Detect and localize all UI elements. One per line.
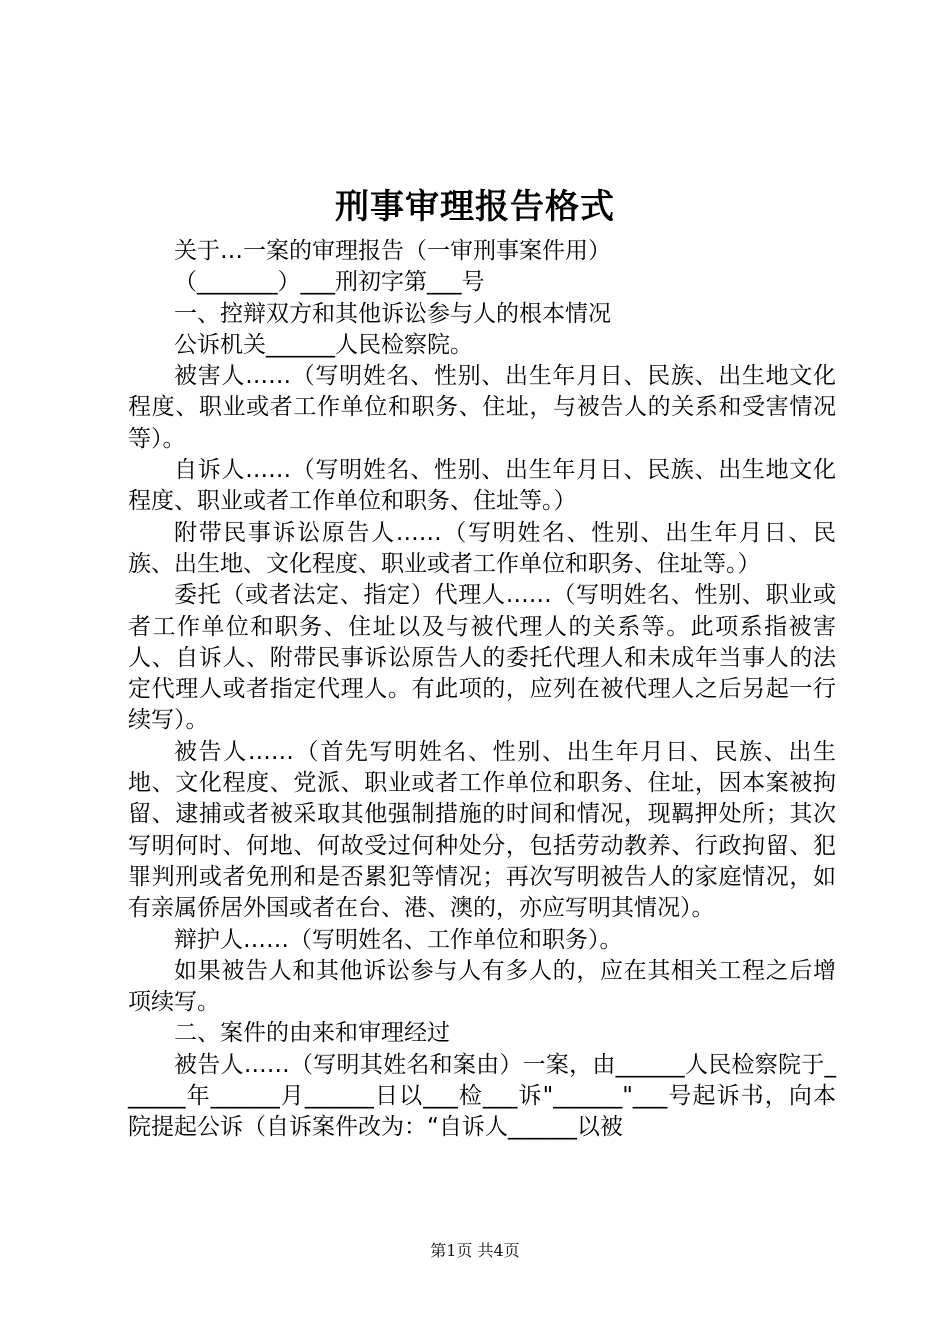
case-number-line: （_______）___刑初字第___号 bbox=[174, 269, 485, 296]
document-title: 刑事审理报告格式 bbox=[335, 187, 615, 227]
prosecutor-paragraph: 公诉机关______人民检察院。 bbox=[174, 331, 473, 358]
document-body bbox=[128, 236, 836, 1144]
multiple-parties-paragraph: 如果被告人和其他诉讼参与人有多人的，应在其相关工程之后增项续写。 bbox=[128, 957, 836, 1016]
case-origin-paragraph: 被告人……（写明其姓名和案由）一案，由______人民检察院于______年______月______日以___检___诉"______"___号起诉书，向本院提起公诉（自诉案件改为：“自诉人______以被 bbox=[128, 1051, 836, 1141]
victim-paragraph: 被害人……（写明姓名、性别、出生年月日、民族、出生地文化程度、职业或者工作单位和职务、住址，与被告人的关系和受害情况等）。 bbox=[128, 363, 836, 452]
private-prosecutor-paragraph: 自诉人……（写明姓名、性别、出生年月日、民族、出生地文化程度、职业或者工作单位和职务、住址等。） bbox=[128, 457, 836, 515]
report-subtitle: 关于…一案的审理报告（一审刑事案件用） bbox=[174, 238, 611, 264]
page-number-footer: 第1页 共4页 bbox=[430, 1241, 520, 1260]
defender-paragraph: 辩护人……（写明姓名、工作单位和职务）。 bbox=[174, 926, 623, 953]
civil-plaintiff-paragraph: 附带民事诉讼原告人……（写明姓名、性别、出生年月日、民族、出生地、文化程度、职业或者工作单位和职务、住址等。） bbox=[128, 519, 836, 577]
defendant-paragraph: 被告人……（首先写明姓名、性别、出生年月日、民族、出生地、文化程度、党派、职业或者工作单位和职务、住址，因本案被拘留、逮捕或者被采取其他强制措施的时间和情况，现羁押处所；其次写明何时、何地、何故受过何种处分，包括劳动教养、行政拘留、犯罪判刑或者免刑和是否累犯等情况；再次写明被告人的家庭情况，如有亲属侨居外国或者在台、港、澳的，亦应写明其情况）。 bbox=[128, 738, 836, 922]
section-heading-1: 一、控辩双方和其他诉讼参与人的根本情况 bbox=[174, 300, 611, 327]
section-heading-2: 二、案件的由来和审理经过 bbox=[174, 1020, 450, 1047]
agent-paragraph: 委托（或者法定、指定）代理人……（写明姓名、性别、职业或者工作单位和职务、住址以及与被代理人的关系等。此项系指被害人、自诉人、附带民事诉讼原告人的委托代理人和未成年当事人的法定代理人或者指定代理人。有此项的，应列在被代理人之后另起一行续写）。 bbox=[128, 582, 836, 734]
